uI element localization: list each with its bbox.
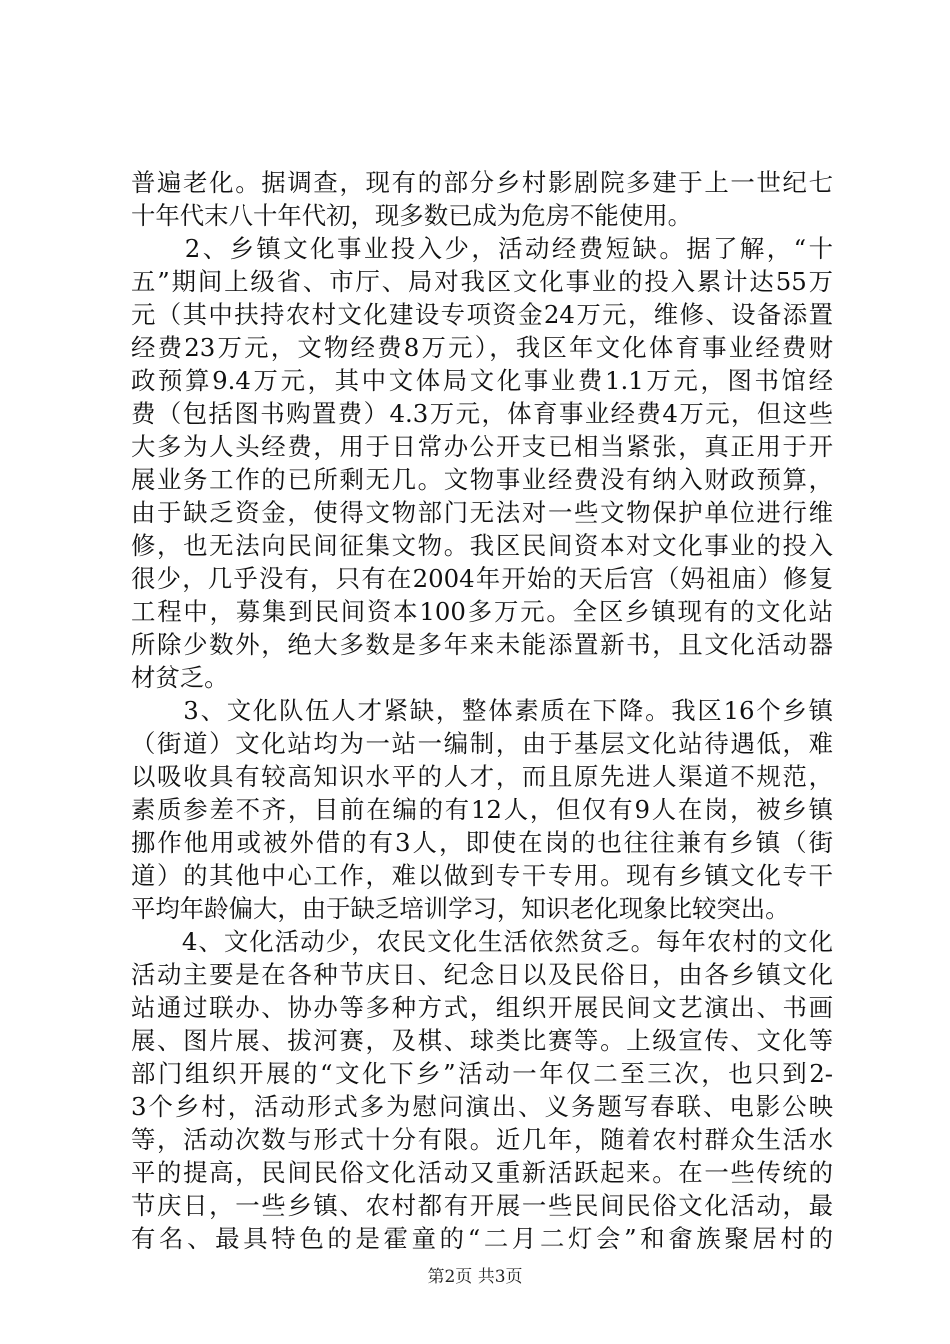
- text-line: 活动主要是在各种节庆日、纪念日以及民俗日，由各乡镇文化: [131, 960, 833, 989]
- text-line: 2、乡镇文化事业投入少，活动经费短缺。据了解，“十: [131, 234, 833, 263]
- text-line: 五”期间上级省、市厅、局对我区文化事业的投入累计达55万: [131, 267, 833, 296]
- text-line: 大多为人头经费，用于日常办公开支已相当紧张，真正用于开: [131, 432, 833, 461]
- text-line: （街道）文化站均为一站一编制，由于基层文化站待遇低，难: [131, 729, 833, 758]
- text-line: 站通过联办、协办等多种方式，组织开展民间文艺演出、书画: [131, 993, 833, 1022]
- text-line: 素质参差不齐，目前在编的有12人，但仅有9人在岗，被乡镇: [131, 795, 833, 824]
- text-line: 由于缺乏资金，使得文物部门无法对一些文物保护单位进行维: [131, 498, 833, 527]
- text-line: 材贫乏。: [131, 663, 229, 692]
- text-line: 十年代末八十年代初，现多数已成为危房不能使用。: [131, 201, 692, 230]
- text-line: 以吸收具有较高知识水平的人才，而且原先进人渠道不规范，: [131, 762, 833, 791]
- text-line: 修，也无法向民间征集文物。我区民间资本对文化事业的投入: [131, 531, 833, 560]
- text-line: 展、图片展、拔河赛，及棋、球类比赛等。上级宣传、文化等: [131, 1026, 833, 1055]
- text-line: 平的提高，民间民俗文化活动又重新活跃起来。在一些传统的: [131, 1158, 833, 1187]
- text-line: 有名、最具特色的是霍童的“二月二灯会”和畲族聚居村的: [131, 1224, 833, 1253]
- text-line: 道）的其他中心工作，难以做到专干专用。现有乡镇文化专干: [131, 861, 833, 890]
- text-line: 元（其中扶持农村文化建设专项资金24万元，维修、设备添置: [131, 300, 833, 329]
- text-line: 平均年龄偏大，由于缺乏培训学习，知识老化现象比较突出。: [131, 894, 790, 923]
- text-line: 工程中，募集到民间资本100多万元。全区乡镇现有的文化站: [131, 597, 833, 626]
- text-line: 3、文化队伍人才紧缺，整体素质在下降。我区16个乡镇: [131, 696, 833, 725]
- text-line: 普遍老化。据调查，现有的部分乡村影剧院多建于上一世纪七: [131, 168, 833, 197]
- text-line: 展业务工作的已所剩无几。文物事业经费没有纳入财政预算，: [131, 465, 833, 494]
- text-line: 所除少数外，绝大多数是多年来未能添置新书，且文化活动器: [131, 630, 833, 659]
- text-line: 政预算9.4万元，其中文体局文化事业费1.1万元，图书馆经: [131, 366, 833, 395]
- text-line: 3个乡村，活动形式多为慰问演出、义务题写春联、电影公映: [131, 1092, 833, 1121]
- text-line: 经费23万元，文物经费8万元），我区年文化体育事业经费财: [131, 333, 833, 362]
- text-line: 等，活动次数与形式十分有限。近几年，随着农村群众生活水: [131, 1125, 833, 1154]
- page-footer: 第2页 共3页: [427, 1267, 523, 1287]
- text-line: 挪作他用或被外借的有3人，即使在岗的也往往兼有乡镇（街: [131, 828, 833, 857]
- text-line: 4、文化活动少，农民文化生活依然贫乏。每年农村的文化: [131, 927, 833, 956]
- text-line: 节庆日，一些乡镇、农村都有开展一些民间民俗文化活动，最: [131, 1191, 833, 1220]
- text-line: 费（包括图书购置费）4.3万元，体育事业经费4万元，但这些: [131, 399, 833, 428]
- text-line: 部门组织开展的“文化下乡”活动一年仅二至三次，也只到2-: [131, 1059, 833, 1088]
- document-body: [131, 166, 833, 1255]
- text-line: 很少，几乎没有，只有在2004年开始的天后宫（妈祖庙）修复: [131, 564, 833, 593]
